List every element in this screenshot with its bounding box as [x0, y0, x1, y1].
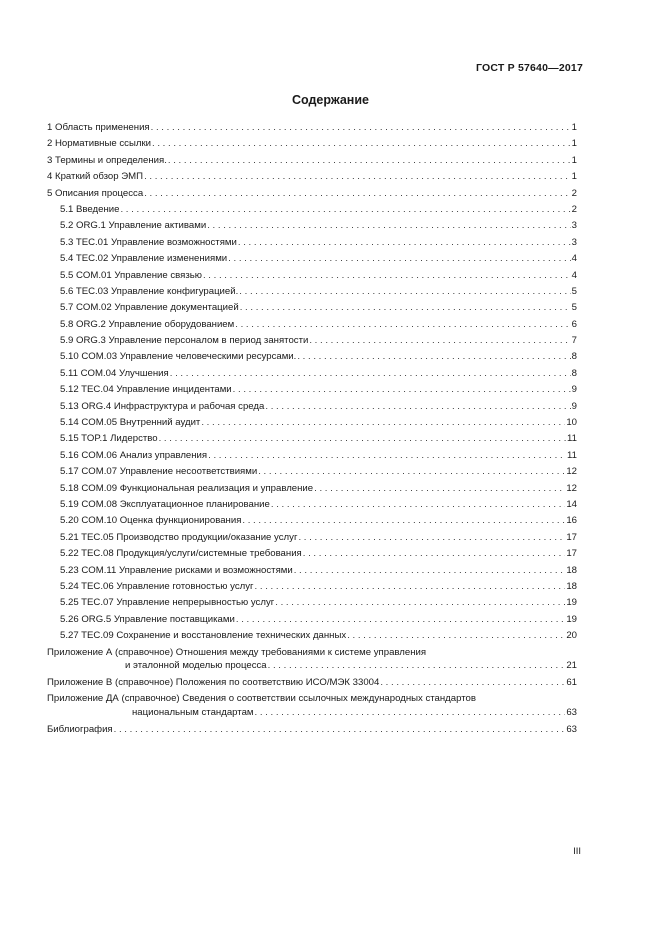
- toc-entry-label: 5.15 TOP.1 Лидерство: [60, 433, 158, 445]
- toc-entry[interactable]: [47, 399, 577, 415]
- toc-entry-page: 17: [566, 548, 577, 560]
- toc-entry[interactable]: [47, 579, 577, 595]
- toc-leader-dots: [151, 120, 571, 136]
- toc-leader-dots: [239, 284, 570, 300]
- toc-entry-label: 1 Область применения: [47, 121, 150, 133]
- toc-entry-page: 63: [566, 707, 577, 719]
- toc-entry-page: 8: [571, 367, 577, 379]
- toc-leader-dots: [228, 251, 571, 267]
- toc-leader-dots: [255, 579, 566, 595]
- toc-entry-page: 5: [571, 302, 577, 314]
- toc-leader-dots: [152, 136, 571, 152]
- toc-leader-dots: [201, 415, 565, 431]
- toc-leader-dots: [309, 333, 570, 349]
- toc-entry-page: 1: [571, 171, 577, 183]
- toc-leader-dots: [271, 497, 565, 513]
- toc-entry-page: 1: [571, 121, 577, 133]
- toc-entry-page: 9: [571, 384, 577, 396]
- toc-entry[interactable]: [47, 153, 577, 169]
- toc-entry-page: 61: [566, 676, 577, 688]
- toc-leader-dots: [255, 705, 566, 721]
- toc-entry-page: 21: [566, 660, 577, 672]
- toc-entry-label: 5.2 ORG.1 Управление активами: [60, 220, 207, 232]
- toc-entry-page: 19: [566, 613, 577, 625]
- toc-leader-dots: [238, 235, 571, 251]
- toc-leader-dots: [120, 202, 570, 218]
- toc-entry-label: 5 Описания процесса: [47, 187, 144, 199]
- toc-leader-dots: [203, 268, 571, 284]
- toc-leader-dots: [265, 399, 570, 415]
- toc-entry[interactable]: [47, 349, 577, 365]
- toc-entry-page: 5: [571, 285, 577, 297]
- toc-entry[interactable]: [47, 136, 577, 152]
- toc-entry-label: 5.26 ORG.5 Управление поставщиками: [60, 613, 235, 625]
- toc-entry-label: и эталонной моделью процесса: [125, 660, 267, 672]
- toc-leader-dots: [298, 530, 565, 546]
- toc-entry[interactable]: [47, 120, 577, 136]
- toc-entry-page: 11: [567, 449, 577, 461]
- toc-entry-label: 5.13 ORG.4 Инфраструктура и рабочая среда: [60, 400, 265, 412]
- toc-entry-label: Библиография: [47, 723, 113, 735]
- toc-leader-dots: [268, 658, 566, 674]
- toc-entry[interactable]: [47, 464, 577, 480]
- toc-leader-dots: [294, 563, 566, 579]
- toc-entry-label: 5.8 ORG.2 Управление оборудованием: [60, 318, 235, 330]
- toc-entry-page: 20: [566, 630, 577, 642]
- toc-entry[interactable]: [47, 366, 577, 382]
- toc-entry-label: 5.19 COM.08 Эксплуатационное планирование: [60, 498, 270, 510]
- toc-leader-dots: [347, 628, 565, 644]
- toc-leader-dots: [168, 153, 571, 169]
- toc-entry-page: 9: [571, 400, 577, 412]
- toc-entry[interactable]: [47, 628, 577, 644]
- toc-leader-dots: [380, 675, 565, 691]
- toc-entry-page: 4: [571, 269, 577, 281]
- toc-entry[interactable]: [47, 431, 577, 447]
- toc-entry-page: 19: [566, 597, 577, 609]
- toc-annex-a-line1: Приложение А (справочное) Отношения между требованиями к системе управления: [47, 646, 427, 658]
- toc-entry[interactable]: [47, 268, 577, 284]
- toc-entry-page: 2: [571, 203, 577, 215]
- toc-entry-page: 2: [571, 187, 577, 199]
- toc-entry-label: 5.3 TEC.01 Управление возможностями: [60, 236, 237, 248]
- toc-entry-label: 5.23 COM.11 Управление рисками и возможностями: [60, 564, 293, 576]
- toc-entry[interactable]: [47, 317, 577, 333]
- toc-entry[interactable]: [47, 513, 577, 529]
- toc-entry[interactable]: [47, 333, 577, 349]
- toc-entry-page: 1: [571, 154, 577, 166]
- toc-entry-label: 4 Краткий обзор ЭМП: [47, 171, 144, 183]
- toc-entry-label: 5.16 COM.06 Анализ управления: [60, 449, 208, 461]
- toc-entry-label: 5.12 TEC.04 Управление инцидентами: [60, 384, 232, 396]
- toc-entry[interactable]: [47, 202, 577, 218]
- toc-entry[interactable]: [47, 546, 577, 562]
- toc-entry[interactable]: [47, 284, 577, 300]
- toc-leader-dots: [235, 317, 570, 333]
- toc-entry-page: 7: [571, 335, 577, 347]
- toc-entry-label: 5.6 TEC.03 Управление конфигурацией.: [60, 285, 239, 297]
- toc-main-entries: [47, 120, 577, 202]
- toc-entry-label: 5.4 TEC.02 Управление изменениями: [60, 253, 228, 265]
- toc-leader-dots: [159, 431, 566, 447]
- toc-entry-page: 18: [566, 580, 577, 592]
- toc-entry[interactable]: [47, 415, 577, 431]
- toc-leader-dots: [297, 349, 570, 365]
- toc-annex-a[interactable]: [47, 646, 577, 675]
- toc-entry-page: 6: [571, 318, 577, 330]
- toc-entry-page: 4: [571, 253, 577, 265]
- toc-entry[interactable]: [47, 612, 577, 628]
- toc-entry-label: 2 Нормативные ссылки: [47, 138, 152, 150]
- toc-leader-dots: [114, 722, 566, 738]
- toc-leader-dots: [233, 382, 571, 398]
- toc-entry[interactable]: [47, 382, 577, 398]
- toc-entry-label: 5.24 TEC.06 Управление готовностью услуг: [60, 580, 254, 592]
- toc-leader-dots: [258, 464, 565, 480]
- toc-leader-dots: [303, 546, 566, 562]
- toc-bibliography[interactable]: [47, 722, 577, 738]
- toc-entry-page: 3: [571, 236, 577, 248]
- toc-leader-dots: [240, 300, 571, 316]
- toc-entry-label: 5.22 TEC.08 Продукция/услуги/системные требования: [60, 548, 302, 560]
- toc-entry[interactable]: [47, 530, 577, 546]
- toc-entry-page: 17: [566, 531, 577, 543]
- toc-entry-page: 18: [566, 564, 577, 576]
- toc-leader-dots: [207, 218, 570, 234]
- toc-entry[interactable]: [47, 448, 577, 464]
- toc-entry-page: 10: [566, 417, 577, 429]
- toc-entry-label: 3 Термины и определения.: [47, 154, 167, 166]
- toc-entry-page: 14: [566, 498, 577, 510]
- page-number: III: [573, 846, 581, 857]
- toc-leader-dots: [236, 612, 565, 628]
- toc-entry[interactable]: [47, 497, 577, 513]
- toc-entry-page: 12: [566, 482, 577, 494]
- toc-entry-label: 5.27 TEC.09 Сохранение и восстановление технических данных: [60, 630, 347, 642]
- toc-entry[interactable]: [47, 235, 577, 251]
- toc-leader-dots: [170, 366, 571, 382]
- toc-annex-da-line1: Приложение ДА (справочное) Сведения о соответствии ссылочных международных стандартов: [47, 693, 476, 705]
- toc-entry[interactable]: [47, 251, 577, 267]
- table-of-contents: [47, 120, 577, 738]
- toc-entry-page: 3: [571, 220, 577, 232]
- toc-leader-dots: [208, 448, 566, 464]
- toc-entry-page: 11: [567, 433, 577, 445]
- toc-entry-label: 5.7 COM.02 Управление документацией: [60, 302, 239, 314]
- toc-leader-dots: [144, 169, 571, 185]
- toc-entry-label: 5.9 ORG.3 Управление персоналом в период занятости: [60, 335, 309, 347]
- toc-entry[interactable]: [47, 300, 577, 316]
- toc-title: Содержание: [291, 93, 369, 107]
- toc-entry-label: 5.5 COM.01 Управление связью: [60, 269, 202, 281]
- toc-entry-label: 5.21 TEC.05 Производство продукции/оказание услуг: [60, 531, 298, 543]
- toc-annex-da[interactable]: [47, 692, 577, 721]
- toc-entry-page: 12: [566, 466, 577, 478]
- toc-entry[interactable]: [47, 481, 577, 497]
- toc-entry-page: 1: [571, 138, 577, 150]
- toc-sub-entries: [47, 202, 577, 645]
- toc-entry-label: национальным стандартам: [132, 707, 254, 719]
- toc-entry-label: 5.14 COM.05 Внутренний аудит: [60, 417, 201, 429]
- toc-leader-dots: [275, 595, 565, 611]
- toc-entry[interactable]: [47, 169, 577, 185]
- toc-entry: [47, 705, 577, 721]
- toc-entry-label: 5.18 COM.09 Функциональная реализация и управление: [60, 482, 314, 494]
- toc-entry-page: 63: [566, 723, 577, 735]
- toc-entry-label: 5.11 COM.04 Улучшения: [60, 367, 169, 379]
- toc-entry[interactable]: [47, 563, 577, 579]
- toc-entry[interactable]: [47, 218, 577, 234]
- toc-entry-page: 16: [566, 515, 577, 527]
- toc-entry-label: 5.17 COM.07 Управление несоответствиями: [60, 466, 258, 478]
- toc-entry: [47, 659, 577, 675]
- toc-entry-label: 5.1 Введение: [60, 203, 120, 215]
- toc-entry-label: 5.25 TEC.07 Управление непрерывностью услуг: [60, 597, 275, 609]
- toc-entry-page: 8: [571, 351, 577, 363]
- toc-entry-label: Приложение В (справочное) Положения по соответствию ИСО/МЭК 33004: [47, 676, 380, 688]
- toc-leader-dots: [144, 186, 570, 202]
- toc-leader-dots: [314, 481, 565, 497]
- toc-entry[interactable]: [47, 595, 577, 611]
- toc-entry-label: 5.20 COM.10 Оценка функционирования: [60, 515, 242, 527]
- toc-entry-label: 5.10 COM.03 Управление человеческими ресурсами.: [60, 351, 297, 363]
- toc-entry[interactable]: [47, 186, 577, 202]
- document-code: ГОСТ Р 57640—2017: [475, 62, 583, 74]
- toc-leader-dots: [242, 513, 565, 529]
- toc-annex-b[interactable]: [47, 675, 577, 691]
